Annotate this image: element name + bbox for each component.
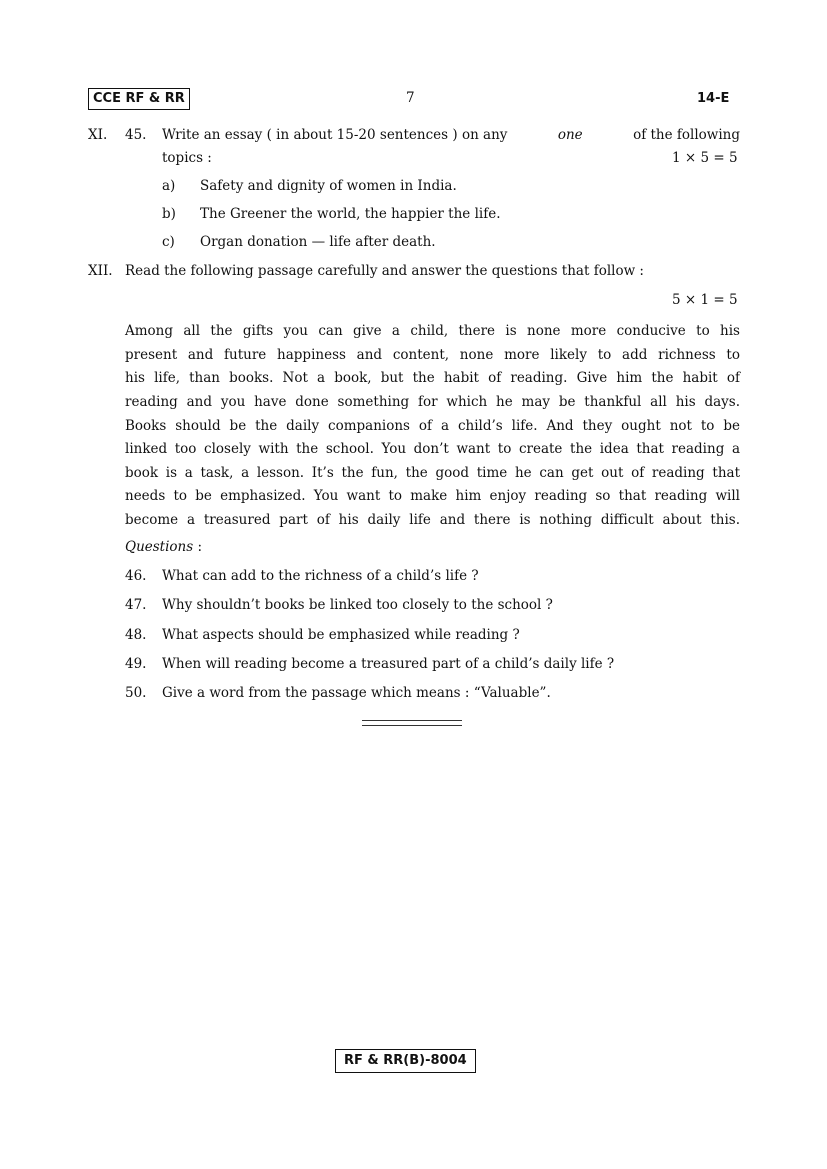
question-number: 48.	[125, 627, 147, 643]
header-code-box	[88, 88, 190, 110]
question-number: 47.	[125, 597, 147, 613]
header-code-text: CCE RF & RR	[93, 91, 185, 106]
footer-code-box	[335, 1049, 476, 1073]
question-number: 49.	[125, 656, 147, 672]
passage-line: his life, than books. Not a book, but the habit of reading. Give him the habit of	[125, 370, 740, 386]
topic-c-letter: c)	[162, 234, 175, 250]
end-of-paper-rule	[362, 720, 462, 726]
passage-line: book is a task, a lesson. It’s the fun, the good time he can get out of reading that	[125, 465, 740, 481]
question-45-line1	[162, 127, 740, 143]
q45-text-a: Write an essay ( in about 15-20 sentences ) on any	[162, 127, 508, 143]
topic-b-letter: b)	[162, 206, 176, 222]
passage-line: Books should be the daily companions of a child’s life. And they ought not to be	[125, 418, 740, 434]
question-text: What can add to the richness of a child’s life ?	[162, 568, 479, 584]
passage-line: Among all the gifts you can give a child, there is none more conducive to his	[125, 323, 740, 339]
question-text: Give a word from the passage which means : “Valuable”.	[162, 685, 551, 701]
paper-code: 14-E	[697, 91, 730, 106]
q45-text-b: of the following	[633, 127, 740, 143]
question-text: Why shouldn’t books be linked too closely to the school ?	[162, 597, 553, 613]
question-45-marks: 1 × 5 = 5	[672, 150, 738, 166]
question-45-number: 45.	[125, 127, 147, 143]
question-text: What aspects should be emphasized while reading ?	[162, 627, 520, 643]
questions-label: Questions	[125, 539, 194, 555]
page-number: 7	[406, 90, 415, 106]
questions-colon: :	[193, 539, 203, 555]
footer-code-text: RF & RR(B)-8004	[344, 1053, 467, 1068]
passage-line: become a treasured part of his daily life and there is nothing difficult about this.	[125, 512, 740, 528]
q45-text-emphasis: one	[557, 127, 583, 143]
passage-line: needs to be emphasized. You want to make him enjoy reading so that reading will	[125, 488, 740, 504]
section-xi-roman: XI.	[88, 127, 108, 143]
section-xii-instruction: Read the following passage carefully and answer the questions that follow :	[125, 263, 644, 279]
topic-a-text: Safety and dignity of women in India.	[200, 178, 457, 194]
section-xii-roman: XII.	[88, 263, 113, 279]
question-text: When will reading become a treasured part of a child’s daily life ?	[162, 656, 615, 672]
question-number: 50.	[125, 685, 147, 701]
passage-line: reading and you have done something for which he may be thankful all his days.	[125, 394, 740, 410]
passage-line: present and future happiness and content, none more likely to add richness to	[125, 347, 740, 363]
question-45-line2: topics :	[162, 150, 212, 166]
question-number: 46.	[125, 568, 147, 584]
topic-a-letter: a)	[162, 178, 176, 194]
topic-c-text: Organ donation — life after death.	[200, 234, 436, 250]
section-xii-marks: 5 × 1 = 5	[672, 292, 738, 308]
questions-heading	[125, 539, 202, 555]
passage-line: linked too closely with the school. You don’t want to create the idea that reading a	[125, 441, 740, 457]
topic-b-text: The Greener the world, the happier the life.	[200, 206, 501, 222]
